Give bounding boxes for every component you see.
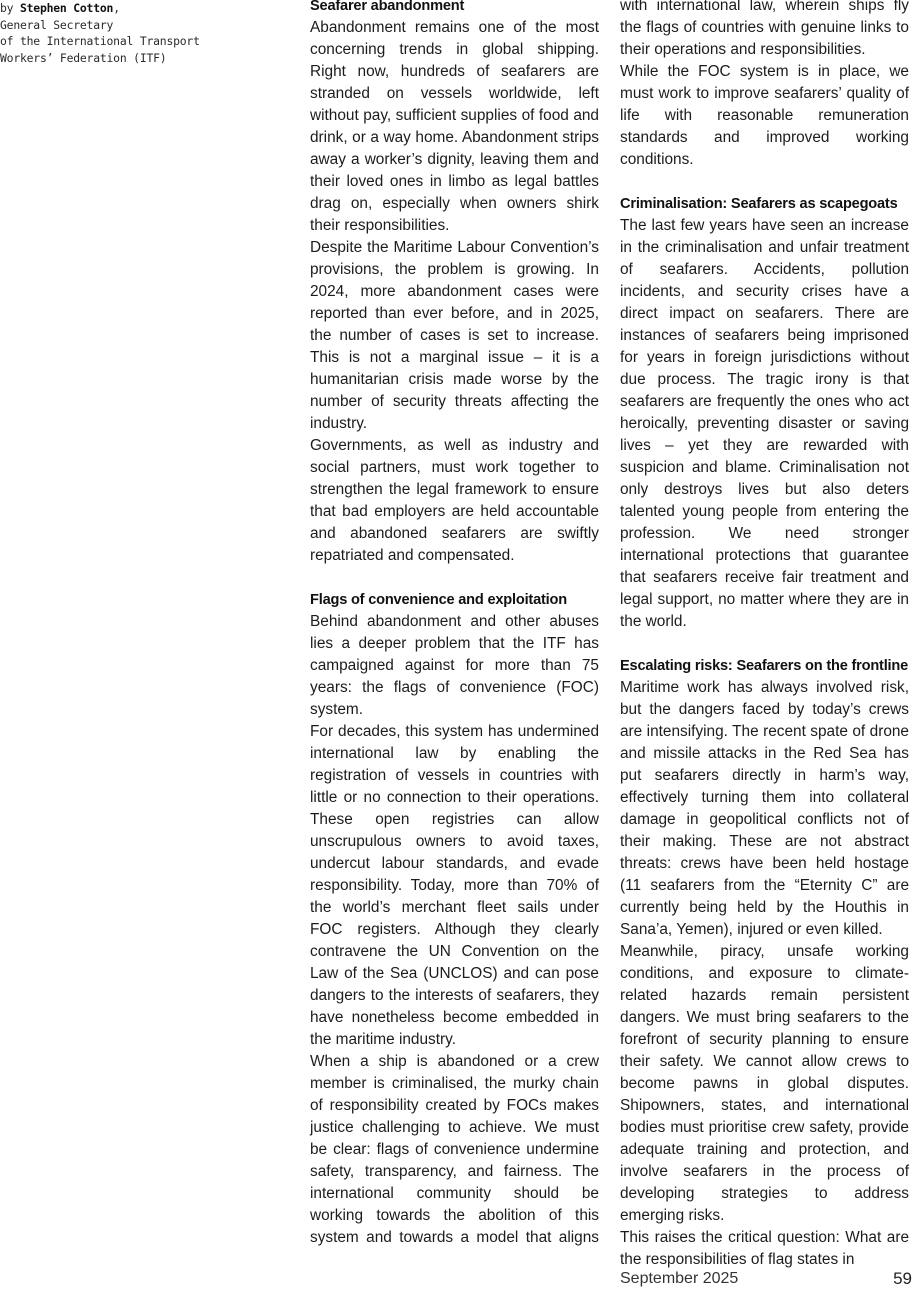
abandonment-paragraph-1: Abandonment remains one of the most concerning trends in global shipping. Right now, hundreds of seafarers are stranded on vessels worldwide, left without pay, sufficient supplies of food and drink, or a way home. Abandonment strips away a worker’s dignity, leaving them and their loved ones in limbo as legal battles drag on, especially when owners shirk their responsibilities. [310, 19, 599, 234]
issue-date: September 2025 [620, 1270, 739, 1287]
author-role-line-2: of the International Transport [0, 34, 200, 48]
section-heading-abandonment: Seafarer abandonment [310, 0, 465, 14]
article-column-right [620, 0, 909, 1271]
flags-paragraph-1: Behind abandonment and other abuses lies a deeper problem that the ITF has campaigned against for more than 75 years: the flags of convenience (FOC) system. [310, 613, 599, 718]
flags-paragraph-2: For decades, this system has undermined international law by enabling the registration of vessels in countries with little or no connection to their operations. These open registries can allow unscrupulous owners to avoid taxes, undercut labour standards, and evade responsibility. Today, more than 70% of the world’s merchant fleet sails under FOC registers. Although they clearly contravene the UN Convention on the Law of the Sea (UNCLOS) and can pose dangers to the interests of seafarers, they have nonetheless become embedded in the maritime industry. [310, 723, 599, 1048]
section-spacer [310, 567, 599, 589]
section-heading-flags: Flags of convenience and exploitation [310, 592, 567, 608]
byline-author-line [0, 0, 290, 17]
page-number: 59 [893, 1269, 912, 1288]
byline-suffix: , [113, 1, 120, 15]
risks-paragraph-1: Maritime work has always involved risk, but the dangers faced by today’s crews are intensifying. The recent spate of drone and missile attacks in the Red Sea has put seafarers directly in harm’s way, effectively turning them into collateral damage in geopolitical conflicts not of their making. These are not abstract threats: crews have been held hostage (11 seafarers from the “Eternity C” are currently being held by the Houthis in Sana’a, Yemen), injured or even killed. [620, 679, 909, 938]
section-heading-criminalisation: Criminalisation: Seafarers as scapegoats [620, 196, 898, 212]
flags-paragraph-3-continued: with international law, wherein ships fly the flags of countries with genuine links to their operations and responsibilities. [620, 0, 909, 58]
risks-paragraph-3: This raises the critical question: What are the responsibilities of flag states in [620, 1229, 909, 1268]
section-spacer [620, 171, 909, 193]
article-column-middle [310, 0, 599, 1249]
flags-paragraph-4: While the FOC system is in place, we must work to improve seafarers’ quality of life with reasonable remuneration standards and improved working conditions. [620, 63, 909, 168]
author-role-line-1: General Secretary [0, 17, 114, 32]
author-role-line-3: Workers’ Federation (ITF) [0, 50, 167, 65]
byline-prefix: by [0, 1, 20, 15]
abandonment-paragraph-3: Governments, as well as industry and social partners, must work together to strengthen the legal framework to ensure that bad employers are held accountable and abandoned seafarers are swiftly repatriated and compensated. [310, 437, 599, 564]
criminalisation-paragraph-1: The last few years have seen an increase in the criminalisation and unfair treatment of seafarers. Accidents, pollution incidents, and security crises have a direct impact on seafarers. There are instances of seafarers being imprisoned for years in foreign jurisdictions without due process. The tragic irony is that seafarers are frequently the ones who act heroically, preventing disaster or saving lives – yet they are rewarded with suspicion and blame. Criminalisation not only destroys lives but also deters talented young people from entering the profession. We need stronger international protections that guarantee that seafarers receive fair treatment and legal support, no matter where they are in the world. [620, 217, 909, 630]
section-spacer [620, 633, 909, 655]
section-heading-risks: Escalating risks: Seafarers on the frontline [620, 658, 909, 674]
author-name: Stephen Cotton [19, 1, 114, 15]
author-byline [0, 0, 290, 66]
abandonment-paragraph-2: Despite the Maritime Labour Convention’s provisions, the problem is growing. In 2024, more abandonment cases were reported than ever before, and in 2025, the number of cases is set to increase. This is not a marginal issue – it is a humanitarian crisis made worse by the number of security threats affecting the industry. [310, 239, 599, 432]
flags-paragraph-3: When a ship is abandoned or a crew member is criminalised, the murky chain of responsibility created by FOCs makes justice challenging to achieve. We must be clear: flags of convenience undermine safety, transparency, and fairness. The international community should be working towards the abolition of this system and towards a model that aligns [310, 1053, 599, 1246]
risks-paragraph-2: Meanwhile, piracy, unsafe working conditions, and exposure to climate-related hazards remain persistent dangers. We must bring seafarers to the forefront of security planning to ensure their safety. We cannot allow crews to become pawns in global disputes. Shipowners, states, and international bodies must prioritise crew safety, provide adequate training and protection, and involve seafarers in the process of developing strategies to address emerging risks. [620, 943, 909, 1224]
